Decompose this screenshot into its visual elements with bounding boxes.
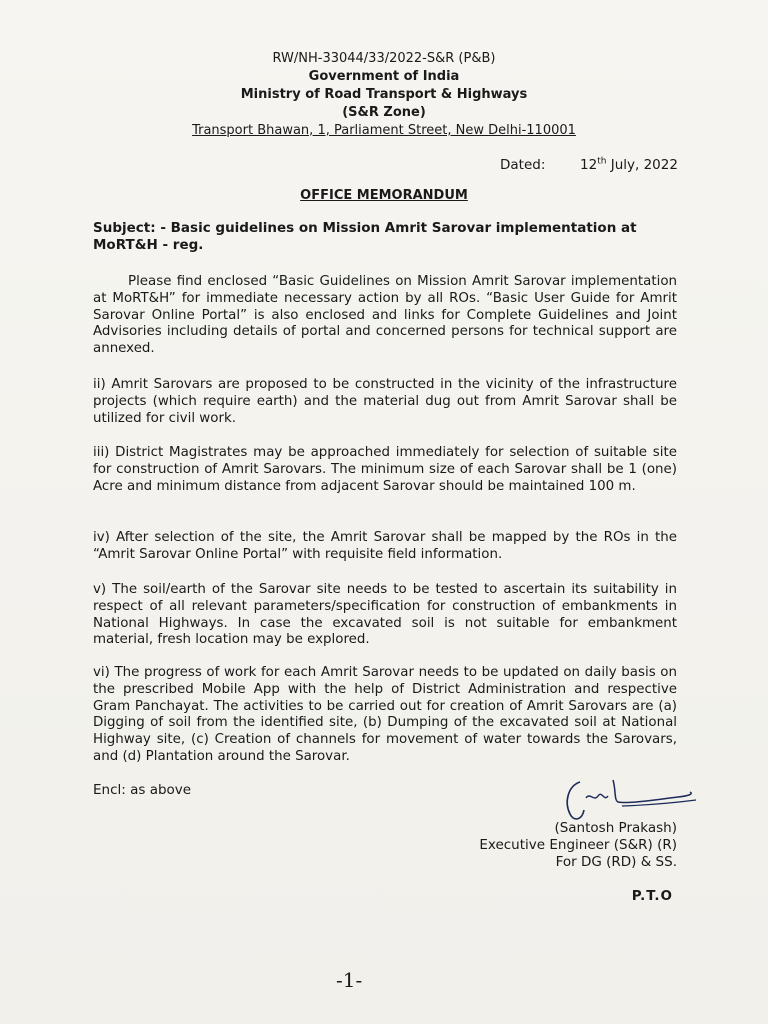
date-suffix: th xyxy=(597,156,607,167)
memo-title: OFFICE MEMORANDUM xyxy=(300,188,468,203)
date-day: 12 xyxy=(580,157,598,173)
paragraph-iv: iv) After selection of the site, the Amrit Sarovar shall be mapped by the ROs in the “Amrit Sarovar Online Portal” with requisite field information. xyxy=(93,530,677,562)
date-line xyxy=(500,157,678,173)
ministry-name: Ministry of Road Transport & Highways xyxy=(240,87,528,102)
letterhead xyxy=(0,50,768,140)
signature-block xyxy=(479,820,677,871)
reference-number: RW/NH-33044/33/2022-S&R (P&B) xyxy=(272,51,496,66)
paragraph-intro: Please find enclosed “Basic Guidelines on Mission Amrit Sarovar implementation at MoRT&H” for immediate necessary action by all ROs. “Basic User Guide for Amrit Sarovar Online Portal” is also enclosed and links for Complete Guidelines and Joint Advisories including details of portal and concerned persons for technical support are annexed. xyxy=(93,274,677,357)
zone-name: (S&R Zone) xyxy=(342,105,426,120)
paragraph-vi: vi) The progress of work for each Amrit Sarovar needs to be updated on daily basis on the prescribed Mobile App with the help of District Administration and respective Gram Panchayat. The activities to be carried out for creation of Amrit Sarovars are (a) Digging of soil from the identified site, (b) Dumping of the excavated soil at National Highway site, (c) Creation of channels for movement of water towards the Sarovars, and (d) Plantation around the Sarovar. xyxy=(93,665,677,764)
paragraph-iii: iii) District Magistrates may be approached immediately for selection of suitable site for construction of Amrit Sarovars. The minimum size of each Sarovar shall be 1 (one) Acre and minimum distance from adjacent Sarovar should be maintained 100 m. xyxy=(93,445,677,494)
pto-note: P.T.O xyxy=(631,888,673,904)
signatory-for: For DG (RD) & SS. xyxy=(555,854,677,870)
page-number: -1- xyxy=(336,968,363,992)
signature-graphic xyxy=(558,772,703,827)
enclosure-note: Encl: as above xyxy=(93,782,192,798)
signatory-designation: Executive Engineer (S&R) (R) xyxy=(479,837,677,853)
subject-line: Subject: - Basic guidelines on Mission Amrit Sarovar implementation at MoRT&H - reg. xyxy=(93,220,637,253)
date-rest: July, 2022 xyxy=(606,157,678,173)
signatory-name: (Santosh Prakash) xyxy=(554,820,677,836)
paragraph-ii: ii) Amrit Sarovars are proposed to be constructed in the vicinity of the infrastructure projects (which require earth) and the material dug out from Amrit Sarovar shall be utilized for civil work. xyxy=(93,377,677,426)
address: Transport Bhawan, 1, Parliament Street, New Delhi-110001 xyxy=(192,123,576,138)
date-label: Dated: xyxy=(500,157,546,173)
paragraph-v: v) The soil/earth of the Sarovar site needs to be tested to ascertain its suitability in respect of all relevant parameters/specification for construction of embankments in National Highways. In case the excavated soil is not suitable for embankment material, fresh location may be explored. xyxy=(93,582,677,648)
government-name: Government of India xyxy=(308,69,460,84)
